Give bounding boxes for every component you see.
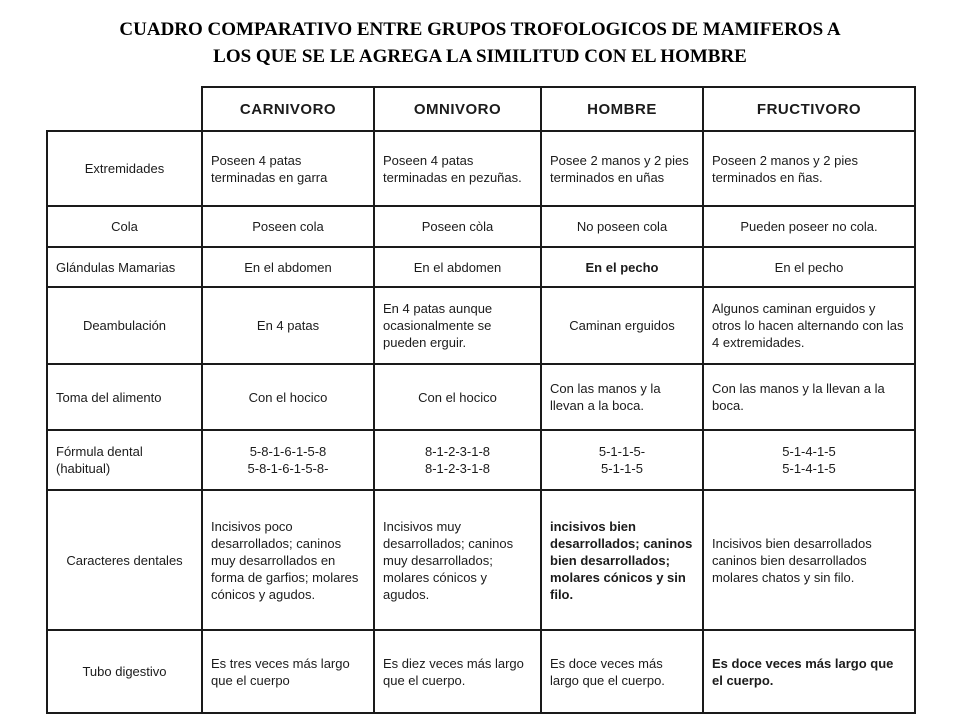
table-cell: 5-1-1-5- 5-1-1-5 <box>541 430 703 490</box>
column-header-carnivoro: CARNIVORO <box>202 87 374 131</box>
table-cell: En 4 patas aunque ocasionalmente se pueden erguir. <box>374 287 541 364</box>
table-cell: Incisivos poco desarrollados; caninos muy desarrollados en forma de garfios; molares cónicos y agudos. <box>202 490 374 630</box>
comparison-table <box>46 86 916 714</box>
table-cell: Algunos caminan erguidos y otros lo hacen alternando con las 4 extremidades. <box>703 287 915 364</box>
table-cell: Incisivos bien desarrollados caninos bien desarrollados molares chatos y sin filo. <box>703 490 915 630</box>
title-line-1: CUADRO COMPARATIVO ENTRE GRUPOS TROFOLOGICOS DE MAMIFEROS A <box>119 19 841 40</box>
table-row <box>47 131 915 206</box>
table-cell: Es doce veces más largo que el cuerpo. <box>703 630 915 713</box>
table-cell: Poseen cola <box>202 206 374 247</box>
table-cell: En el abdomen <box>374 247 541 287</box>
table-cell: Con las manos y la llevan a la boca. <box>541 364 703 430</box>
row-label-deambulacion: Deambulación <box>47 287 202 364</box>
table-cell: Poseen 2 manos y 2 pies terminados en ñas. <box>703 131 915 206</box>
table-row <box>47 364 915 430</box>
table-cell: En el pecho <box>541 247 703 287</box>
table-cell: Posee 2 manos y 2 pies terminados en uñas <box>541 131 703 206</box>
table-cell: En el abdomen <box>202 247 374 287</box>
column-header-omnivoro: OMNIVORO <box>374 87 541 131</box>
row-label-extremidades: Extremidades <box>47 131 202 206</box>
table-cell: 5-1-4-1-5 5-1-4-1-5 <box>703 430 915 490</box>
table-cell: 5-8-1-6-1-5-8 5-8-1-6-1-5-8- <box>202 430 374 490</box>
table-row <box>47 430 915 490</box>
table-cell: En 4 patas <box>202 287 374 364</box>
page-title <box>10 16 950 70</box>
corner-cell <box>47 87 202 131</box>
row-label-tubo-digestivo: Tubo digestivo <box>47 630 202 713</box>
table-cell: Es diez veces más largo que el cuerpo. <box>374 630 541 713</box>
table-cell: Es doce veces más largo que el cuerpo. <box>541 630 703 713</box>
table-cell: Pueden poseer no cola. <box>703 206 915 247</box>
row-label-caracteres-dentales: Caracteres dentales <box>47 490 202 630</box>
table-cell: Es tres veces más largo que el cuerpo <box>202 630 374 713</box>
table-row <box>47 630 915 713</box>
table-cell: Caminan erguidos <box>541 287 703 364</box>
table-cell: Poseen 4 patas terminadas en garra <box>202 131 374 206</box>
header-row <box>47 87 915 131</box>
table-cell: incisivos bien desarrollados; caninos bien desarrollados; molares cónicos y sin filo. <box>541 490 703 630</box>
table-cell: No poseen cola <box>541 206 703 247</box>
table-cell: Incisivos muy desarrollados; caninos muy desarrollados; molares cónicos y agudos. <box>374 490 541 630</box>
row-label-toma-del-alimento: Toma del alimento <box>47 364 202 430</box>
table-cell: Con el hocico <box>202 364 374 430</box>
title-line-2: LOS QUE SE LE AGREGA LA SIMILITUD CON EL HOMBRE <box>213 46 747 67</box>
table-cell: Poseen còla <box>374 206 541 247</box>
table-row <box>47 206 915 247</box>
table-row <box>47 490 915 630</box>
column-header-hombre: HOMBRE <box>541 87 703 131</box>
row-label-formula-dental: Fórmula dental (habitual) <box>47 430 202 490</box>
table-cell: Con el hocico <box>374 364 541 430</box>
table-cell: Poseen 4 patas terminadas en pezuñas. <box>374 131 541 206</box>
column-header-fructivoro: FRUCTIVORO <box>703 87 915 131</box>
table-cell: 8-1-2-3-1-8 8-1-2-3-1-8 <box>374 430 541 490</box>
row-label-glandulas-mamarias: Glándulas Mamarias <box>47 247 202 287</box>
row-label-cola: Cola <box>47 206 202 247</box>
table-cell: En el pecho <box>703 247 915 287</box>
table-cell: Con las manos y la llevan a la boca. <box>703 364 915 430</box>
table-row <box>47 247 915 287</box>
table-row <box>47 287 915 364</box>
